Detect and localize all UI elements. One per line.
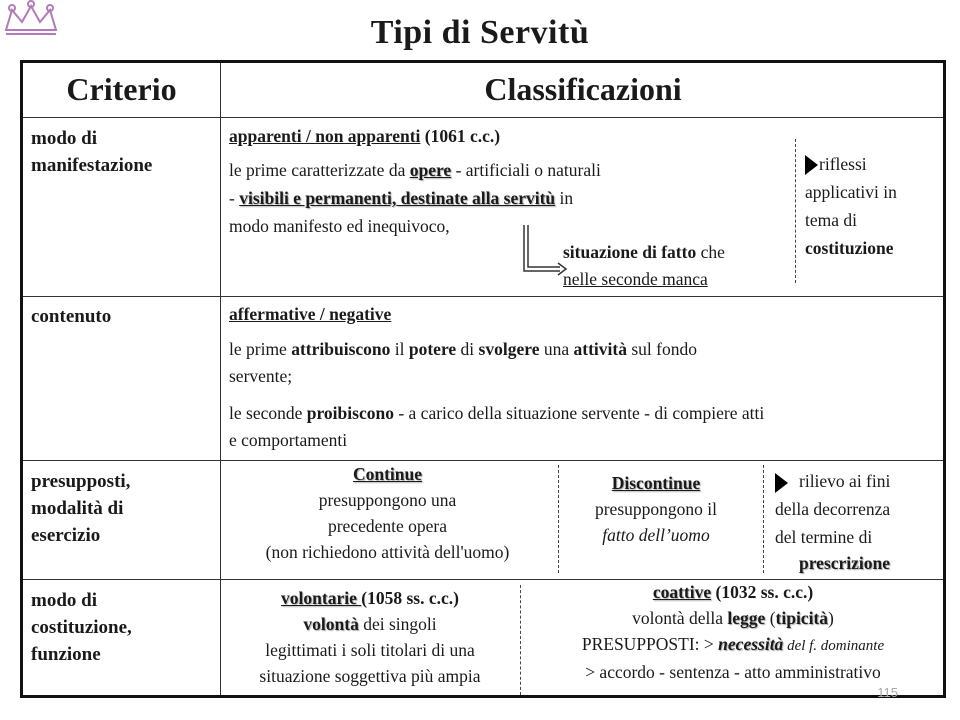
- dashed-separator: [795, 139, 796, 283]
- header-classificazioni: Classificazioni: [484, 71, 682, 107]
- continue-block: Continue presuppongono una precedente opera (non richiedono attività dell'uomo): [265, 464, 510, 562]
- row-divider: [23, 117, 943, 118]
- nelle-seconde-manca: nelle seconde manca: [563, 269, 708, 289]
- discontinue-block: Discontinue presuppongono il fatto dell’uomo: [594, 473, 717, 545]
- side-note-line: tema di: [805, 210, 857, 230]
- side-note-line: rilievo ai fini: [799, 471, 891, 491]
- triangle-arrow-icon: [775, 473, 788, 493]
- contenuto-p1-line2: servente;: [229, 366, 293, 386]
- side-note-line: costituzione: [805, 238, 894, 258]
- manifestazione-line3: modo manifesto ed inequivoco,: [229, 216, 450, 236]
- arrow-connector-icon: [518, 223, 568, 279]
- side-note-line: applicativi in: [805, 182, 897, 202]
- servitu-table: [20, 60, 946, 698]
- manifestazione-line1: le prime caratterizzate da opere - artificiali o naturali: [229, 160, 601, 180]
- volontarie-block: volontarie (1058 ss. c.c.) volontà dei singoli legittimati i soli titolari di una situazione soggettiva più ampia: [259, 588, 481, 686]
- side-note-line: riflessi: [819, 154, 867, 174]
- manifestazione-heading: apparenti / non apparenti (1061 c.c.): [229, 126, 501, 146]
- dashed-separator: [763, 465, 764, 573]
- criterio-costituzione: modo di costituzione, funzione: [31, 590, 132, 665]
- criterio-presupposti: presupposti, modalità di esercizio: [31, 471, 131, 546]
- situazione-di-fatto: situazione di fatto che: [563, 242, 725, 262]
- side-note-line: del termine di: [775, 527, 873, 547]
- page-title: Tipi di Servitù: [370, 14, 590, 51]
- dashed-separator: [558, 465, 559, 573]
- dashed-separator: [520, 585, 521, 695]
- contenuto-p2-line2: e comportamenti: [229, 430, 348, 450]
- contenuto-p2: le seconde proibiscono - a carico della situazione servente - di compiere atti: [229, 403, 765, 423]
- manifestazione-line2: - visibili e permanenti, destinate alla servitù in: [229, 188, 574, 208]
- header-criterio: Criterio: [66, 71, 177, 107]
- criterio-manifestazione: modo di manifestazione: [31, 128, 153, 176]
- criterio-contenuto: contenuto: [31, 306, 112, 327]
- triangle-arrow-icon: [805, 155, 818, 175]
- side-note-line: della decorrenza: [775, 499, 891, 519]
- side-note-line: prescrizione: [799, 553, 891, 573]
- coattive-block: coattive (1032 ss. c.c.) volontà della legge (tipicità) PRESUPPOSTI: > necessità del f. dominante > accordo - sentenza - atto amministrativo: [581, 582, 885, 682]
- contenuto-heading: affermative / negative: [229, 304, 392, 324]
- row-divider: [23, 296, 943, 297]
- page-number: 115: [877, 685, 898, 700]
- contenuto-p1: le prime attribuiscono il potere di svolgere una attività sul fondo: [229, 339, 697, 359]
